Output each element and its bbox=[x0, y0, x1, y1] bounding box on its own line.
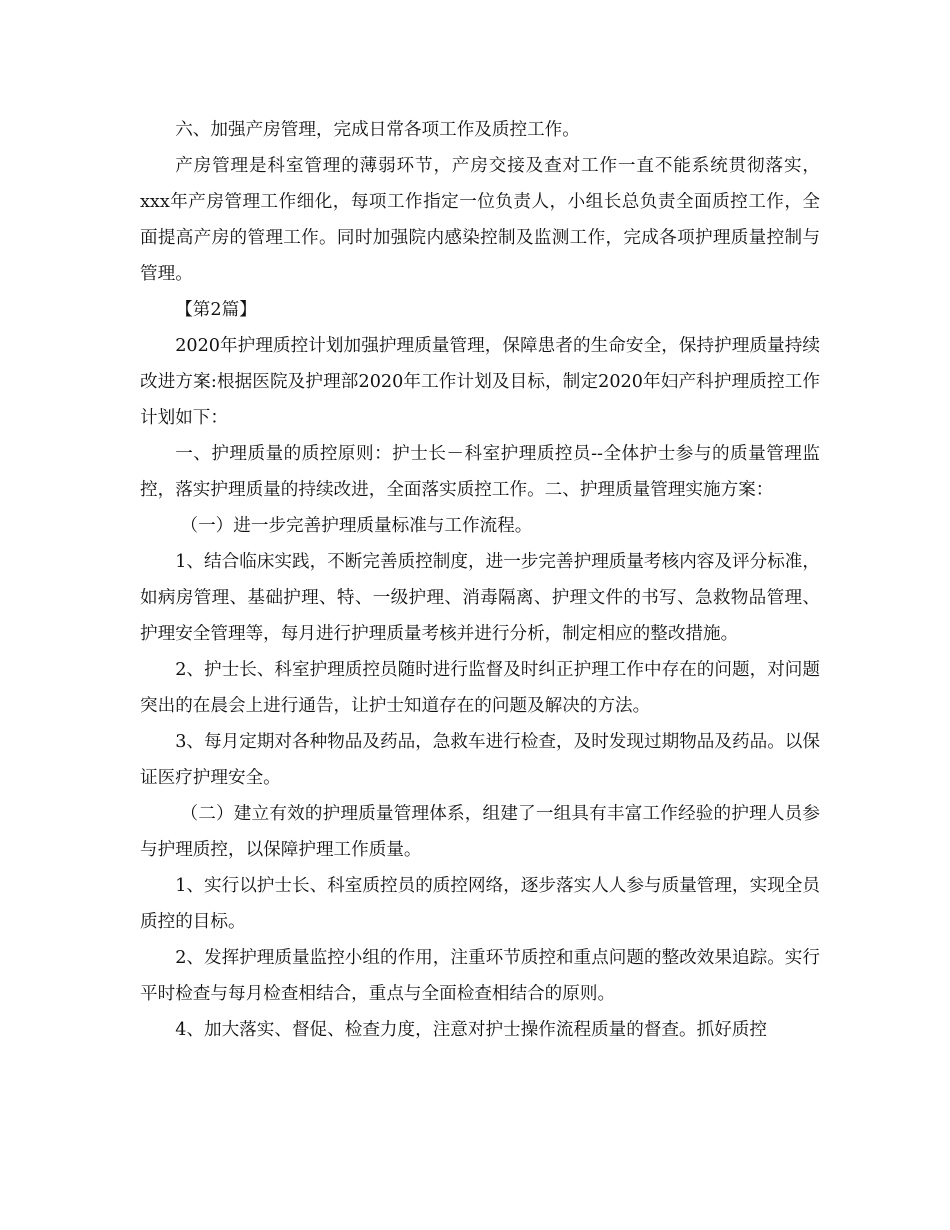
paragraph: 2020年护理质控计划加强护理质量管理，保障患者的生命安全，保持护理质量持续改进方案:根据医院及护理部2020年工作计划及目标，制定2020年妇产科护理质控工作计划如下： bbox=[140, 336, 820, 428]
paragraph: 3、每月定期对各种物品及药品，急救车进行检查，及时发现过期物品及药品。以保证医疗护理安全。 bbox=[140, 732, 820, 788]
subsection-heading: （一）进一步完善护理质量标准与工作流程。 bbox=[180, 516, 533, 536]
paragraph: 2、发挥护理质量监控小组的作用，注重环节质控和重点问题的整改效果追踪。实行平时检查与每月检查相结合，重点与全面检查相结合的原则。 bbox=[140, 948, 820, 1004]
paragraph: 2、护士长、科室护理质控员随时进行监督及时纠正护理工作中存在的问题，对问题突出的在晨会上进行通告，让护士知道存在的问题及解决的方法。 bbox=[140, 660, 820, 716]
chapter-heading: 【第2篇】 bbox=[175, 300, 257, 320]
section-heading: 六、加强产房管理，完成日常各项工作及质控工作。 bbox=[175, 120, 580, 140]
paragraph: 4、加大落实、督促、检查力度，注意对护士操作流程质量的督查。抓好质控 bbox=[175, 1020, 767, 1040]
paragraph: 产房管理是科室管理的薄弱环节，产房交接及查对工作一直不能系统贯彻落实，xxx年产房管理工作细化，每项工作指定一位负责人，小组长总负责全面质控工作，全面提高产房的管理工作。同时加强院内感染控制及监测工作，完成各项护理质量控制与管理。 bbox=[140, 156, 820, 284]
paragraph: 1、实行以护士长、科室质控员的质控网络，逐步落实人人参与质量管理，实现全员质控的目标。 bbox=[140, 876, 820, 932]
subsection-heading: （二）建立有效的护理质量管理体系，组建了一组具有丰富工作经验的护理人员参与护理质控，以保障护理工作质量。 bbox=[140, 804, 820, 860]
document-body bbox=[140, 112, 820, 1048]
paragraph: 1、结合临床实践，不断完善质控制度，进一步完善护理质量考核内容及评分标准，如病房管理、基础护理、特、一级护理、消毒隔离、护理文件的书写、急救物品管理、护理安全管理等，每月进行护理质量考核并进行分析，制定相应的整改措施。 bbox=[140, 552, 820, 644]
paragraph: 一、护理质量的质控原则：护士长－科室护理质控员--全体护士参与的质量管理监控，落实护理质量的持续改进，全面落实质控工作。二、护理质量管理实施方案： bbox=[140, 444, 820, 500]
